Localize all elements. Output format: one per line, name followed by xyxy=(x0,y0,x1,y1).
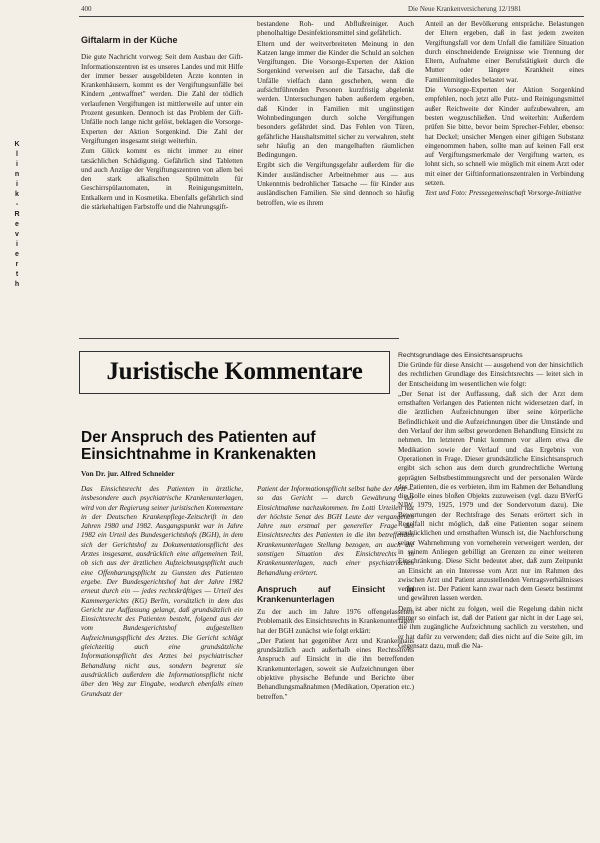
side-mark-letter: n xyxy=(14,171,20,178)
top-article-title: Giftalarm in der Küche xyxy=(81,36,178,45)
side-mark-letter: e xyxy=(15,221,19,228)
paragraph: Die Gründe für diese Ansicht — ausgehend von der hinsichtlich des rechtlichen Grundlage des Einsichtsrechts — leitet sich in der Entscheidung im wesentlichen wie folgt: xyxy=(398,361,583,388)
paragraph: Zu der auch im Jahre 1976 offengelassenen Problematik des Einsichtsrechts in Krankenunterlagen hat der BGH zunächst wie folgt erklärt: xyxy=(257,607,414,635)
article-col2 xyxy=(257,485,414,837)
abstract-text: Patient der Informationspflicht selbst habe der Arzt — so das Gericht — durch Gewährung der Einsichtnahme nachzukommen. Im Lotti Urteilen hat der höchste Senat des BGH Leute der vergangenen Jahre nun erstmal per genereller Frage des Einsichtsrechts des Patienten in die ihn betreffenden Krankenunterlagen Stellung bezogen, an auch die sonstigen Situation des Einsichtrechts in Krankenunterlagen, nach einer psychiatrischen Behandlung erörtert. xyxy=(257,485,414,577)
side-mark-letter: h xyxy=(14,281,20,288)
section-rule xyxy=(79,338,399,339)
side-mark-letter: r xyxy=(15,261,19,268)
side-mark-letter: i xyxy=(16,241,18,248)
paragraph: Ergibt sich die Vergiftungsgefahr außerdem für die Kinder ausländischer Arbeitnehmer aus — aus Unkenntnis bedrohlicher Tatsache — für Kinder aus ausländischen Familien. Sie sind dennoch so häufig betroffen, wie es ihrem xyxy=(257,161,414,207)
side-mark-letter: v xyxy=(15,231,19,238)
section-label: Rechtsgrundlage des Einsichtsanspruchs xyxy=(398,352,523,359)
top-article-col2 xyxy=(257,20,414,332)
paragraph: „Der Patient hat gegenüber Arzt und Krankenhaus grundsätzlich auch außerhalb eines Rechtsstreits Anspruch auf Einsicht in die ihn betreffenden Krankenunterlagen, soweit sie Aufzeichnungen über objektive physische Befunde und Berichte über Behandlungsmaßnahmen (Medikation, Operation etc.) betreffen." xyxy=(257,636,414,701)
side-mark-letter: R xyxy=(14,211,20,218)
section-banner-title: Juristische Kommentare xyxy=(106,358,363,385)
top-article-col1 xyxy=(81,36,243,334)
article-abstract-col1 xyxy=(81,485,243,837)
side-mark-letter: l xyxy=(16,151,18,158)
side-mark-letter: K xyxy=(14,141,20,148)
article-col3 xyxy=(398,352,583,838)
header-rule xyxy=(79,16,584,17)
paragraph: bestandene Roh- und Abflußreiniger. Auch phenolhaltige Desinfektionsmittel sind gefährlich. xyxy=(257,20,414,38)
paragraph: Eltern und der weitverbreiteten Meinung in den Katzen lange immer die Kinder die Schuld an solchen Vergiftungen. Die Vorsorge-Experten der Aktion Sorgenkind verweisen auf die Tatsache, daß die Unfälle vielfach dann geschehen, wenn die aufsichtführenden Personen kurzfristig abgelenkt werden. Untersuchungen haben außerdem ergeben, daß Kinder in Familien mit ungünstigen Wohnbedingungen durch solche Vergiftungen besonders gefährdet sind. Das Fehlen von Türen, gefährliche Haushaltsmittel sicher zu verwahren, steht sehr häufig an den mangelhaften räumlichen Bedingungen. xyxy=(257,39,414,160)
paragraph: Dem ist aber nicht zu folgen, weil die Regelung dahin nicht immer so einfach ist, daß der Patient gar nicht in der Lage sei, die ihm zugängliche Aufzeichnung sachlich zu verstehen, und er hat dafür zu verwenden; daß dies nicht auf die Seite gilt, im Gegensatz dazu, muß die Na- xyxy=(398,604,583,650)
paragraph: „Der Senat ist der Auffassung, daß sich der Arzt dem ernsthaften Verlangen des Patienten nicht widersetzen darf, in die ärztlichen Aufzeichnungen über seine körperliche Befindlichkeit und die Aufzeichnungen über die Umstände und den Verlauf der ihm selbst gewordenen Behandlung Einsicht zu nehmen. Im letzteren Punkt kommen vor allem etwa die Medikation sowie der Verlauf und das Ergebnis von Operationen in Frage. Dieser grundsätzliche Einsichtsanspruch ergibt sich schon aus dem durch grundrechtliche Wertung geprägten Selbstbestimmungsrecht und der personalen Würde des Patienten, die es verbieten, ihm im Rahmen der Behandlung die Rolle eines bloßen Objekts zuzuweisen (vgl. dazu BVerfG NJW 1979, 1925, 1979 und der Sondervotum dazu). Die Bewertungen der Rechtsfrage des Senats erörtert sich in Regelfall nicht möglich, daß eine Patienten sogar seinem ausdrücklichen und ernsthaften Wunsch ist, die Nachforschung seiner Wahrnehmung von vorneherein verweigert werden, der in seinem Anliegen gebilligt an Grenzen zu einer weiteren Einschränkung. Diese Sicht bedeutet aber, daß zum Zeitpunkt an Einsicht an ein Interesse vom Arzt nur im Rahmen des zwischen Arzt und Patient anzustellenden Vertragsverhältnisses verfahren ist. Der Patient kann zwar nach dem Gesetz bestimmt und gewähren lassen werden. xyxy=(398,389,583,603)
abstract-text: Das Einsichtsrecht des Patienten in ärztliche, insbesondere auch psychiatrische Krankenunterlagen, wird von der Regierung seiner juristischen Kommentare in der Deutschen Krankenpflege-Zeitschrift in den Jahren 1980 und 1982. Ausgangspunkt war in Jahre 1982 ein Urteil des Bundesgerichtshofs (BGH), in dem sich der Gerichtshof zu Dokumentationspflicht des Arztes insgesamt, ausdrücklich eine allgemeinen Teil, ob sich aus der ärztlichen Aufzeichnungspflicht auch eine Offenbarungspflicht zu Gunsten des Patienten ergebe. Der Bundesgerichtshof hat der Jahre 1982 erneut durch ein — jedes rechtskräftiges — Urteil des Kammergerichts (KG) Berlin, vorsätzlich in dem das Gericht zur Auffassung gelangt, daß grundsätzlich ein Einsichtsrecht des Patienten besteht, folgend aus der vom Bundesgerichtshof aufgestellten Aufzeichnungspflicht des Arztes. Die Gericht schlägt gleichzeitig auch eine grundsätzliche Informationspflicht des Arztes bei psychiatrischer Behandlung nicht aus, sondern begrenzt sie ausdrücklich außerdem die Informationspflicht nicht über den Weg zur Eingabe, wodurch ebenfalls einen Grundsatz der xyxy=(81,485,243,698)
side-mark-letter: t xyxy=(15,271,19,278)
subheading: Anspruch auf Einsicht in Krankenunterlagen xyxy=(257,583,414,604)
paragraph: Anteil an der Bevölkerung entspräche. Belastungen der Eltern ergeben, daß in fast jedem zweiten Vergiftungsfall vor dem Unfall die familiäre Situation durch einschneidende Ereignisse wie Trennung der Eltern, Aufnahme einer Berufstätigkeit durch die Mutter oder längere Krankheit eines Familienmitgliedes belastet war. xyxy=(425,20,584,84)
article-author: Von Dr. jur. Alfred Schneider xyxy=(81,469,175,478)
side-mark-letter: k xyxy=(15,191,19,198)
side-mark-letter: e xyxy=(15,251,19,258)
paragraph: Zum Glück kommt es nicht immer zu einer tatsächlichen Schädigung. Gefährlich sind Tabletten und auch Anzüge der Vergiftungszentren von allem bei den stark alkalischen Spülmitteln für Geschirrspülautomaten, in Reinigungsmitteln, Entkalkern und in Kosmetika. Ebenfalls gefährlich sind die stärkehaltigen Farbstoffe und die Nahrungsgift- xyxy=(81,147,243,212)
paragraph: Die gute Nachricht vorweg: Seit dem Ausbau der Gift-Informationszentren ist es unseres Landes und mit Hilfe der immer besser ausgebildeten Ärzte konnten in Krankenhäusern, kommt es der Vergiftungsunfälle bei Kindern „entwaffnet" werden. Die Zahl der tödlich verlaufenen Vergiftungen ist mittlerweile auf unter ein Prozent gesunken. Dennoch ist das Problem der Gift-Unfälle noch lange nicht gelöst, beklagen die Vorsorge-Experten der Aktion Sorgenkind. Die Zahl der Vergiftungen insgesamt steigt weiterhin. xyxy=(81,53,243,145)
side-mark-letter: - xyxy=(15,201,19,208)
side-mark-letter: i xyxy=(16,161,18,168)
photo-credit: Text und Foto: Pressegemeinschaft Vorsorge-Initiative xyxy=(425,189,582,198)
paragraph: Die Vorsorge-Experten der Aktion Sorgenkind empfehlen, noch jetzt alle Putz- und Reinigungsmittel außer Reichweite der Kinder aufzubewahren, am besten wegzuschließen. Und weiterhin: Außerdem prüfen Sie bitte, bevor beim Sprecher-Fehler, ebenso: hat Deckel; unsicher Mengen einer giftigen Substanz eingenommen haben, sollte man auf keinen Fall erst auf Vergiftungsmerkmale der Vergiftung warten, es lohnt sich, so schnell wie möglich mit einem Arzt oder mit einer der Giftinformationszentralen in Verbindung setzen. xyxy=(425,86,584,188)
side-mark-letter: i xyxy=(16,181,18,188)
article-title: Der Anspruch des Patienten auf Einsichtnahme in Krankenakten xyxy=(81,429,317,463)
journal-header: Die Neue Krankenversicherung 12/1981 xyxy=(408,5,522,13)
side-marker xyxy=(13,140,21,290)
top-article-col3 xyxy=(425,20,584,300)
page-number: 400 xyxy=(81,5,92,13)
section-banner xyxy=(79,351,390,394)
